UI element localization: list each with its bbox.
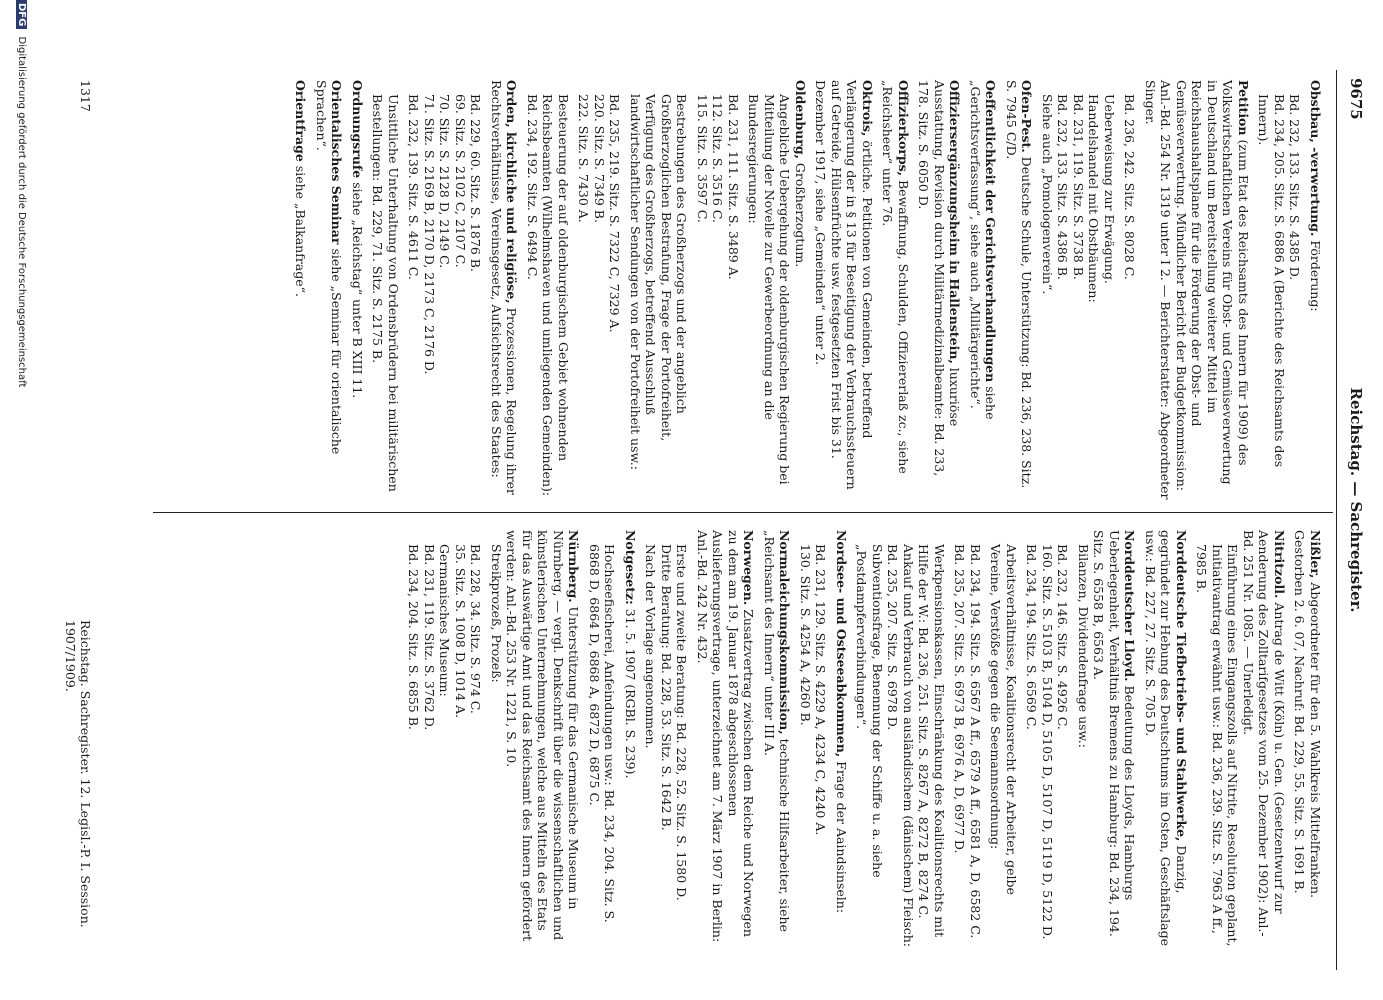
entry-text: Arbeitsverhältnisse, Koalitionsrecht der Arbeiter, gelbe Vereine, Verstöße gegen die Seemannsordnung: [988,544,1019,895]
entry-keyword: Nitritzoll. [1272,530,1287,599]
entry-text: Bd. 231, 119. Sitz. S. 3738 B. [1071,94,1086,280]
index-entry [1004,80,1035,500]
column-divider [153,512,1333,513]
entry-text: Bd. 235, 219. Sitz. S. 7322 C, 7329 A. [607,94,623,333]
page-number: 9675 [1347,78,1365,120]
entry-text: Siehe auch „Pomologenverein“. [1040,94,1055,295]
entry-text: siehe „Seminar für orientalische Sprachen“. [314,80,345,455]
index-entry [1040,80,1118,500]
index-entry [952,530,983,950]
index-entry [1122,80,1138,500]
entry-text: Bd. 231, 119. Sitz. S. 3762 D. [422,544,437,731]
index-entry [406,80,484,500]
entry-keyword: Nürnberg. [566,530,582,603]
entry-keyword: Petition [1236,80,1251,136]
entry-keyword: Oktrois, [860,80,875,137]
entry-text: Bewaffnung, Schulden, Offiziererlaß zc., siehe „Reichsheer“ unter 76. [880,80,911,474]
left-column [288,80,1323,500]
entry-keyword: Offizierkorps, [896,80,911,176]
entry-text: Bd. 229, 60. Sitz. S. 1876 B. [468,94,484,272]
entry-text: Germanisches Museum: [437,544,453,697]
entry-text: 71. Sitz. S. 2169 B, 2170 D, 2173 C, 2176 D. [422,94,437,375]
entry-keyword: Nißler, [1308,530,1323,579]
entry-keyword: Oeffentlichkeit der Gerichtsverhandlungen [983,80,999,383]
entry-keyword: Orden, kirchliche und religiöse, [504,80,520,304]
entry-keyword: Offiziersergänzungsheim in Hallenstein, [947,80,963,364]
entry-text: Bd. 232, 146. Sitz. S. 4926 C. [1055,544,1071,730]
entry-keyword: Ofen-Pest. [1019,80,1035,153]
entry-text: 35. Sitz. S. 1008 D, 1014 A. [453,544,468,719]
entry-keyword: Norwegen. [741,530,757,606]
entry-text: Bd. 234, 194. Sitz. S. 6567 A ff., 6579 A ff., 6581 A, D, 6582 C. [968,544,983,939]
entry-text: Zusatzvertrag zwischen dem Reiche und Norwegen zu dem am 19. Januar 1878 abgeschlossenen Auslieferungsvertrage, unterzeichnet am 7. März 1907 in Berlin: Anl.-Bd. 242 Nr. 432. [695,530,757,943]
entry-text: Bedeutung des Lloyds, Hamburgs Ueberlegenheit, Verhältnis Bremens zu Hamburg: Bd. 234, 194. Sitz. S. 6558 B, 6563 A. [1091,530,1138,937]
entry-text: 220. Sitz. S. 7349 B. [592,94,607,223]
entry-keyword: Orientalisches Seminar [329,80,345,245]
entry-keyword: Norddeutscher Lloyd. [1122,530,1138,682]
entry-keyword: Orientfrage [293,80,309,162]
entry-keyword: Obstbau, -verwertung. [1308,80,1323,237]
index-entry [1076,530,1138,950]
entry-text: siehe „Gerichtsverfassung“, siehe auch „Militärgerichte“. [968,80,999,420]
index-entry [746,80,808,500]
entry-text: Bd. 228, 34. Sitz. S. 974 C. [468,544,484,714]
entry-text: Handelshandel mit Obstbäumen: [1086,94,1102,303]
entry-text: Dritte Beratung: Bd. 228, 53. Sitz. S. 1642 B. [659,544,674,831]
index-entry [1143,530,1190,950]
footer-page-number: 1317 [78,80,93,112]
entry-text: Ueberweisung zur Erwägung. [1102,94,1117,284]
index-entry [489,80,520,500]
entry-text: Prozessionen, Regelung ihrer Rechtsverhältnisse, Vereinsgesetz, Aufsichtsrecht des Staates: [489,80,520,495]
entry-text: Besteuerung der auf oldenburgischem Gebiet wohnenden Reichsbeamten (Wilhelmshaven und umliegenden Gemeinden): Bd. 234, 192. Sitz. S. 6494 C. [525,94,571,497]
entry-text: Nach der Vorlage angenommen. [643,544,659,749]
digitization-text: Digitalisierung gefördert durch die Deutsche Forschungsgemeinschaft [16,36,27,388]
entry-keyword: Oldenburg, [793,80,808,159]
index-entry [587,530,618,950]
entry-text: Bd. 232, 139. Sitz. S. 4611 C. [406,94,422,280]
index-entry [643,530,690,950]
entry-text: 160. Sitz. S. 5103 B, 5104 D, 5105 D, 5107 D, 5119 D, 5122 D. [1040,544,1055,940]
index-entry [1143,80,1252,500]
entry-text: siehe „Balkanfrage“. [293,165,309,298]
index-entry [695,530,757,950]
entry-text: Bd. 232, 133. Sitz. S. 4386 B. [1055,94,1071,280]
entry-text: luxuriöse Ausstattung, Revision durch Militärmedizinalbeamte: Bd. 233, 178. Sitz. S. 6050 D. [916,80,963,477]
entry-text: Bd. 234, 194. Sitz. S. 6569 C. [1024,544,1040,730]
header-rule [1336,70,1337,970]
entry-text: örtliche. Petitionen von Gemeinden, betreffend Verlängerung der in § 13 für Beseitigung der Verbrauchssteuern auf Getreide, Hülsenfrüchte usw. festgesetzten Frist bis 31. Dezember 1917, siehe „Gemeinden“ unter 2. [813,80,875,490]
entry-text: Antrag de Witt (Köln) u. Gen. (Gesetzentwurf zur Aenderung des Zolltarifgesetzes vom 25. Dezember 1902): Anl.-Bd. 251 Nr. 1085. — Unerledigt. [1241,530,1287,937]
entry-text: Frage der Aaindsinseln: [834,761,849,914]
entry-text: Deutsche Schule, Unterstützung: Bd. 236, 238. Sitz. S. 7945 C/D. [1004,80,1035,489]
index-entry [628,80,690,500]
entry-text: Bd. 236, 242. Sitz. S. 8028 C. [1122,94,1138,280]
entry-text: Bd. 234, 204. Sitz. S. 6855 B. [406,544,422,730]
index-entry [854,530,947,950]
entry-text: Bd. 235, 207. Sitz. S. 6973 B, 6976 A, D, 6977 D. [952,544,968,854]
index-entry [623,530,639,950]
entry-text: Hochseefischerei, Anfeindungen usw.: Bd. 234, 204. Sitz. S. 6868 D, 6864 D, 6868 A, 6872 D, 6875 C. [587,544,618,923]
entry-text: Bd. 234, 205. Sitz. S. 6886 A (Berichte des Reichsamts des Innern). [1256,94,1287,468]
entry-keyword: Notgesetz: [623,530,638,605]
entry-text: Förderung: [1308,240,1323,312]
index-entry [1194,530,1287,950]
entry-text: 222. Sitz. S. 7430 A. [576,94,592,223]
entry-text: Danzig, gegründet zur Hebung des Deutschtums im Osten, Geschäftslage usw.: Bd. 227, 27. Sitz. S. 705 D. [1143,530,1189,947]
index-entry [1024,530,1071,950]
entry-text: 69. Sitz. S. 2102 C, 2107 C. [453,94,468,268]
entry-text: Bd. 232, 133. Sitz. S. 4385 D. [1287,94,1303,281]
footer-source: Reichstag. Sachregister. 12. Legisl.-P. I. Session. 1907/1909. [63,620,93,928]
entry-text: Unsittliche Unterhaltung von Ordensbrüdern bei militärischen Bestellungen: Bd. 229, 71. Sitz. S. 2175 B. [370,94,401,492]
index-entry [525,80,572,500]
digitization-note [3,0,27,1000]
right-column [401,530,1323,950]
index-entry [1292,530,1323,950]
entry-text: Großherzogtum. [793,162,808,268]
index-entry [880,80,911,500]
entry-text: Ankauf und Verbrauch von ausländischem (dänischem) Fleisch: Bd. 235, 207. Sitz. S. 6978 D. [885,544,916,947]
dfg-logo: DFG [16,0,27,29]
entry-text: Streikprozeß, Prozeß: [489,544,504,683]
index-entry [968,80,999,500]
entry-text: 115. Sitz. S. 3597 C. [695,94,710,223]
index-entry [916,80,963,500]
entry-text: Subventionsfrage, Benennung der Schiffe u. a. siehe „Postdampferverbindungen“. [854,544,885,878]
entry-text: siehe „Reichstag“ unter B XIII 11. [350,182,365,399]
entry-text: 70. Sitz. S. 2128 D, 2149 C. [437,94,453,269]
index-entry [762,530,793,950]
entry-text: (zum Etat des Reichsamts des Innern für 1909) des Volkswirtschaftlichen Vereins für Obst- und Gemüseverwertung in Deutschland um Bereitstellung weiterer Mittel im Reichshaushaltsplane für die Förderung der Obst- und Gemüseverwertung. Mündlicher Bericht der Budgetkommission: Anl.-Bd. 254 Nr. 1319 unter I 2. — Berichterstatter: Abgeordneter Singer. [1143,80,1251,500]
entry-text: Angebliche Uebergehung der oldenburgischen Regierung bei Mitteilung der Novelle zur Gewerbeordnung an die Bundesregierungen: [746,94,793,485]
index-entry [834,530,850,950]
index-entry [489,530,582,950]
entry-text: technische Hilfsarbeiter, siehe „Reichsamt des Innern“ unter III A. [762,530,793,932]
index-entry [350,80,366,500]
entry-text: Bd. 231, 111. Sitz. S. 3489 A. [726,94,741,280]
entry-text: Erste und zweite Beratung: Bd. 228, 52. Sitz. S. 1580 D. [674,544,690,901]
entry-keyword: Normaleichungskommission, [777,530,793,735]
index-entry [1308,80,1324,500]
index-entry [988,530,1019,950]
entry-text: Bestrebungen des Großherzogs und der angeblich Großherzoglichen Bestrafung, Frage der Portofreiheit, Verfügung des Großherzogs, betreffend Ausschluß landwirtschaftlicher Sendungen von der Portofreiheit usw.: [628,94,690,470]
index-entry [314,80,345,500]
index-entry [370,80,401,500]
entry-text: Einführung eines Eingangszolls auf Nitrite, Resolution geplant, Initiativantrag erwähnt usw.: Bd. 236, 239. Sitz. S. 7963 A ff., 7985 B. [1194,544,1241,947]
entry-text: Abgeordneter für den 5. Wahlkreis Mittelfranken. Gestorben 2. 6. 07, Nachruf: Bd. 229, 55. Sitz. S. 1691 B. [1292,530,1323,899]
index-entry [576,80,623,500]
entry-text: Bilanzen, Dividendenfrage usw.: [1076,544,1091,748]
entry-keyword: Ordnungsrufe [350,80,365,179]
index-entry [406,530,484,950]
index-entry [293,80,309,500]
entry-text: Werkpensionskassen, Einschränkung des Koalitionsrechts mit Hilfe der W.: Bd. 236, 251. Sitz. S. 8267 A, 8272 B, 8274 C. [916,544,947,938]
entry-keyword: Nordsee- und Ostseeabkommen, [834,530,849,758]
entry-text: 112. Sitz. S. 3516 C. [710,94,726,223]
entry-keyword: Norddeutsche Tiefbetriebs- und Stahlwerke, [1174,530,1189,842]
index-entry [695,80,742,500]
running-title: Reichstag. — Sachregister. [1347,387,1365,613]
index-entry [1256,80,1303,500]
index-entry [813,80,875,500]
entry-text: Unterstützung für das Germanische Museum in Nürnberg, — vergl. Denkschrift über die wissenschaftlichen und künstlerischen Unternehmungen, welche aus Mitteln des Etats für das Auswärtige Amt und das Reichsamt des Innern gefördert werden: Anl.-Bd. 253 Nr. 1221, S. 10. [504,530,582,941]
index-entry [798,530,829,950]
entry-text: 130. Sitz. S. 4254 A, 4260 B. [798,544,813,726]
entry-text: Bd. 231, 129. Sitz. S. 4229 A, 4234 C, 4240 A. [813,544,829,836]
entry-text: 31. 5. 1907 (RGBl. S. 239). [623,608,638,779]
